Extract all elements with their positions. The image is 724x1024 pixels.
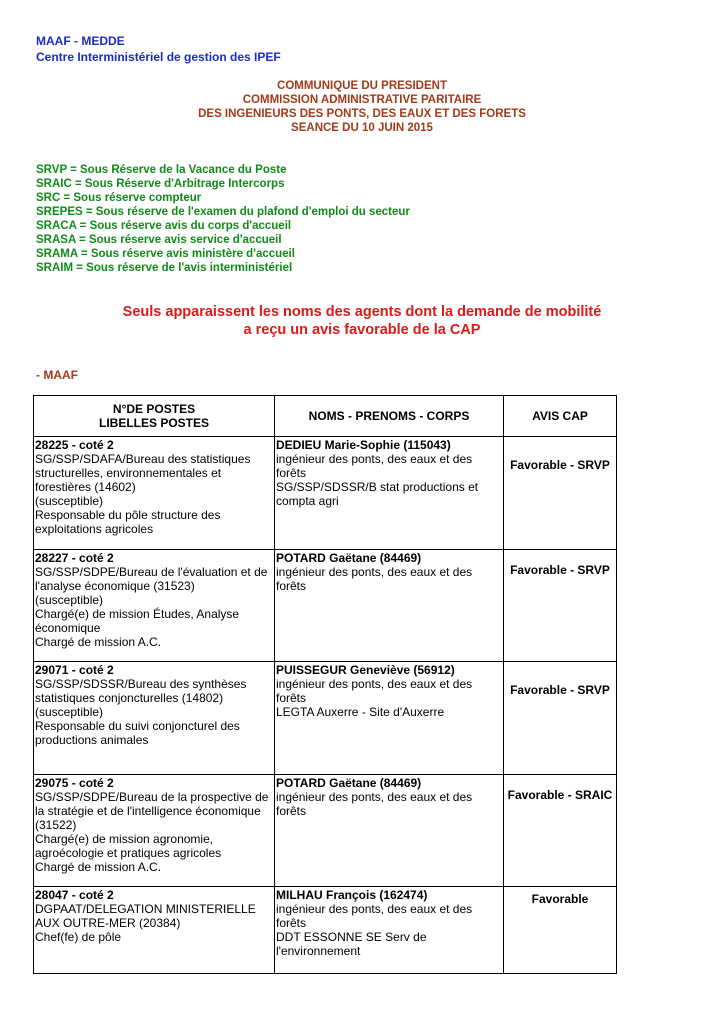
avis-cell [504, 887, 617, 974]
poste-line: économique [35, 621, 101, 635]
communique-line: COMMISSION ADMINISTRATIVE PARITAIRE [242, 94, 482, 106]
agent-line: forêts [276, 916, 307, 930]
agent-line: forêts [276, 804, 307, 818]
table-row [34, 662, 617, 775]
table-row [34, 437, 617, 550]
poste-line: DGPAAT/DELEGATION MINISTERIELLE [35, 902, 256, 916]
poste-line: l'analyse économique (31523) [35, 579, 195, 593]
agent-name: PUISSEGUR Geneviève (56912) [276, 663, 455, 677]
agent-line: ingénieur des ponts, des eaux et des [276, 452, 473, 466]
agent-line: forêts [276, 691, 307, 705]
poste-line: Chargé de mission A.C. [35, 635, 162, 649]
avis-value: Favorable - SRVP [510, 683, 610, 697]
poste-cell [34, 550, 275, 662]
agent-line: DDT ESSONNE SE Serv de [276, 930, 427, 944]
organization-header [36, 33, 281, 65]
agent-name: MILHAU François (162474) [276, 888, 428, 902]
poste-line: SG/SSP/SDAFA/Bureau des statistiques [35, 452, 251, 466]
poste-number: 28047 - coté 2 [35, 888, 114, 902]
agent-line: ingénieur des ponts, des eaux et des [276, 677, 473, 691]
legend-item: SRACA = Sous réserve avis du corps d'accueil [36, 220, 292, 232]
poste-line: Chargé(e) de mission agronomie, [35, 832, 214, 846]
poste-number: 29071 - coté 2 [35, 663, 114, 677]
agent-name: POTARD Gaëtane (84469) [276, 776, 422, 790]
poste-line: (31522) [35, 818, 77, 832]
agent-cell [275, 887, 504, 974]
legend-item: SREPES = Sous réserve de l'examen du plafond d'emploi du secteur [36, 206, 410, 218]
agent-name: POTARD Gaëtane (84469) [276, 551, 422, 565]
legend-item: SRVP = Sous Réserve de la Vacance du Poste [36, 164, 287, 176]
poste-line: (susceptible) [35, 494, 104, 508]
poste-line: SG/SSP/SDPE/Bureau de l'évaluation et de [35, 565, 268, 579]
poste-cell [34, 775, 275, 887]
org-center-name: Centre Interministériel de gestion des IPEF [36, 50, 281, 64]
agent-cell [275, 437, 504, 550]
poste-line: productions animales [35, 733, 149, 747]
avis-value: Favorable [531, 892, 589, 906]
avis-value: Favorable - SRVP [510, 458, 610, 472]
agent-line: forêts [276, 579, 307, 593]
mobility-table [33, 395, 617, 974]
legend-item: SRAIM = Sous réserve de l'avis interministériel [36, 262, 293, 274]
section-title: - MAAF [36, 368, 78, 382]
poste-line: structurelles, environnementales et [35, 466, 222, 480]
poste-cell [34, 662, 275, 775]
table-row [34, 550, 617, 662]
legend-item: SRAMA = Sous réserve avis ministère d'accueil [36, 248, 295, 260]
agent-line: SG/SSP/SDSSR/B stat productions et [276, 480, 479, 494]
poste-line: forestières (14602) [35, 480, 136, 494]
poste-line: la stratégie et de l'intelligence économique [35, 804, 261, 818]
table-row [34, 887, 617, 974]
header-postes [34, 396, 275, 437]
agent-cell [275, 662, 504, 775]
poste-number: 28227 - coté 2 [35, 551, 114, 565]
communique-line: DES INGENIEURS DES PONTS, DES EAUX ET DES FORETS [198, 108, 526, 120]
communique-line: COMMUNIQUE DU PRESIDENT [277, 80, 447, 92]
poste-number: 29075 - coté 2 [35, 776, 114, 790]
table-row [34, 775, 617, 887]
header-noms: NOMS - PRENOMS - CORPS [275, 396, 504, 437]
agent-line: forêts [276, 466, 307, 480]
poste-line: agroécologie et pratiques agricoles [35, 846, 222, 860]
legend-item: SRASA = Sous réserve avis service d'accueil [36, 234, 282, 246]
poste-line: Chargé(e) de mission Études, Analyse [35, 607, 240, 621]
avis-cell [504, 775, 617, 887]
poste-line: (susceptible) [35, 593, 104, 607]
poste-line: SG/SSP/SDPE/Bureau de la prospective de [35, 790, 269, 804]
poste-line: Responsable du suivi conjoncturel des [35, 719, 240, 733]
header-avis: AVIS CAP [504, 396, 617, 437]
poste-line: statistiques conjoncturelles (14802) [35, 691, 224, 705]
notice-line: a reçu un avis favorable de la CAP [243, 322, 481, 338]
agent-line: ingénieur des ponts, des eaux et des [276, 902, 473, 916]
agent-line: l'environnement [276, 944, 361, 958]
avis-cell [504, 437, 617, 550]
org-name: MAAF - MEDDE [36, 34, 125, 48]
agent-cell [275, 550, 504, 662]
poste-line: (susceptible) [35, 705, 104, 719]
communique-date: SEANCE DU 10 JUIN 2015 [291, 122, 433, 134]
poste-cell [34, 437, 275, 550]
agent-line: ingénieur des ponts, des eaux et des [276, 790, 473, 804]
favorable-notice [0, 303, 724, 339]
communique-title [0, 79, 724, 135]
poste-cell [34, 887, 275, 974]
notice-line: Seuls apparaissent les noms des agents dont la demande de mobilité [122, 304, 602, 320]
agent-cell [275, 775, 504, 887]
agent-name: DEDIEU Marie-Sophie (115043) [276, 438, 451, 452]
abbreviation-legend [36, 163, 410, 275]
poste-line: Chargé de mission A.C. [35, 860, 162, 874]
poste-line: SG/SSP/SDSSR/Bureau des synthèses [35, 677, 247, 691]
avis-value: Favorable - SRAIC [507, 788, 613, 802]
poste-line: Chef(fe) de pôle [35, 930, 122, 944]
avis-cell [504, 550, 617, 662]
table-header-row [34, 396, 617, 437]
poste-line: Responsable du pôle structure des [35, 508, 221, 522]
avis-cell [504, 662, 617, 775]
agent-line: LEGTA Auxerre - Site d'Auxerre [276, 705, 445, 719]
avis-value: Favorable - SRVP [510, 563, 610, 577]
poste-line: exploitations agricoles [35, 522, 154, 536]
agent-line: ingénieur des ponts, des eaux et des [276, 565, 473, 579]
header-libelles-line: LIBELLES POSTES [98, 416, 209, 430]
poste-number: 28225 - coté 2 [35, 438, 114, 452]
agent-line: compta agri [276, 494, 339, 508]
header-postes-line: N°DE POSTES [112, 402, 196, 416]
legend-item: SRC = Sous réserve compteur [36, 192, 202, 204]
legend-item: SRAIC = Sous Réserve d'Arbitrage Intercorps [36, 178, 285, 190]
poste-line: AUX OUTRE-MER (20384) [35, 916, 181, 930]
